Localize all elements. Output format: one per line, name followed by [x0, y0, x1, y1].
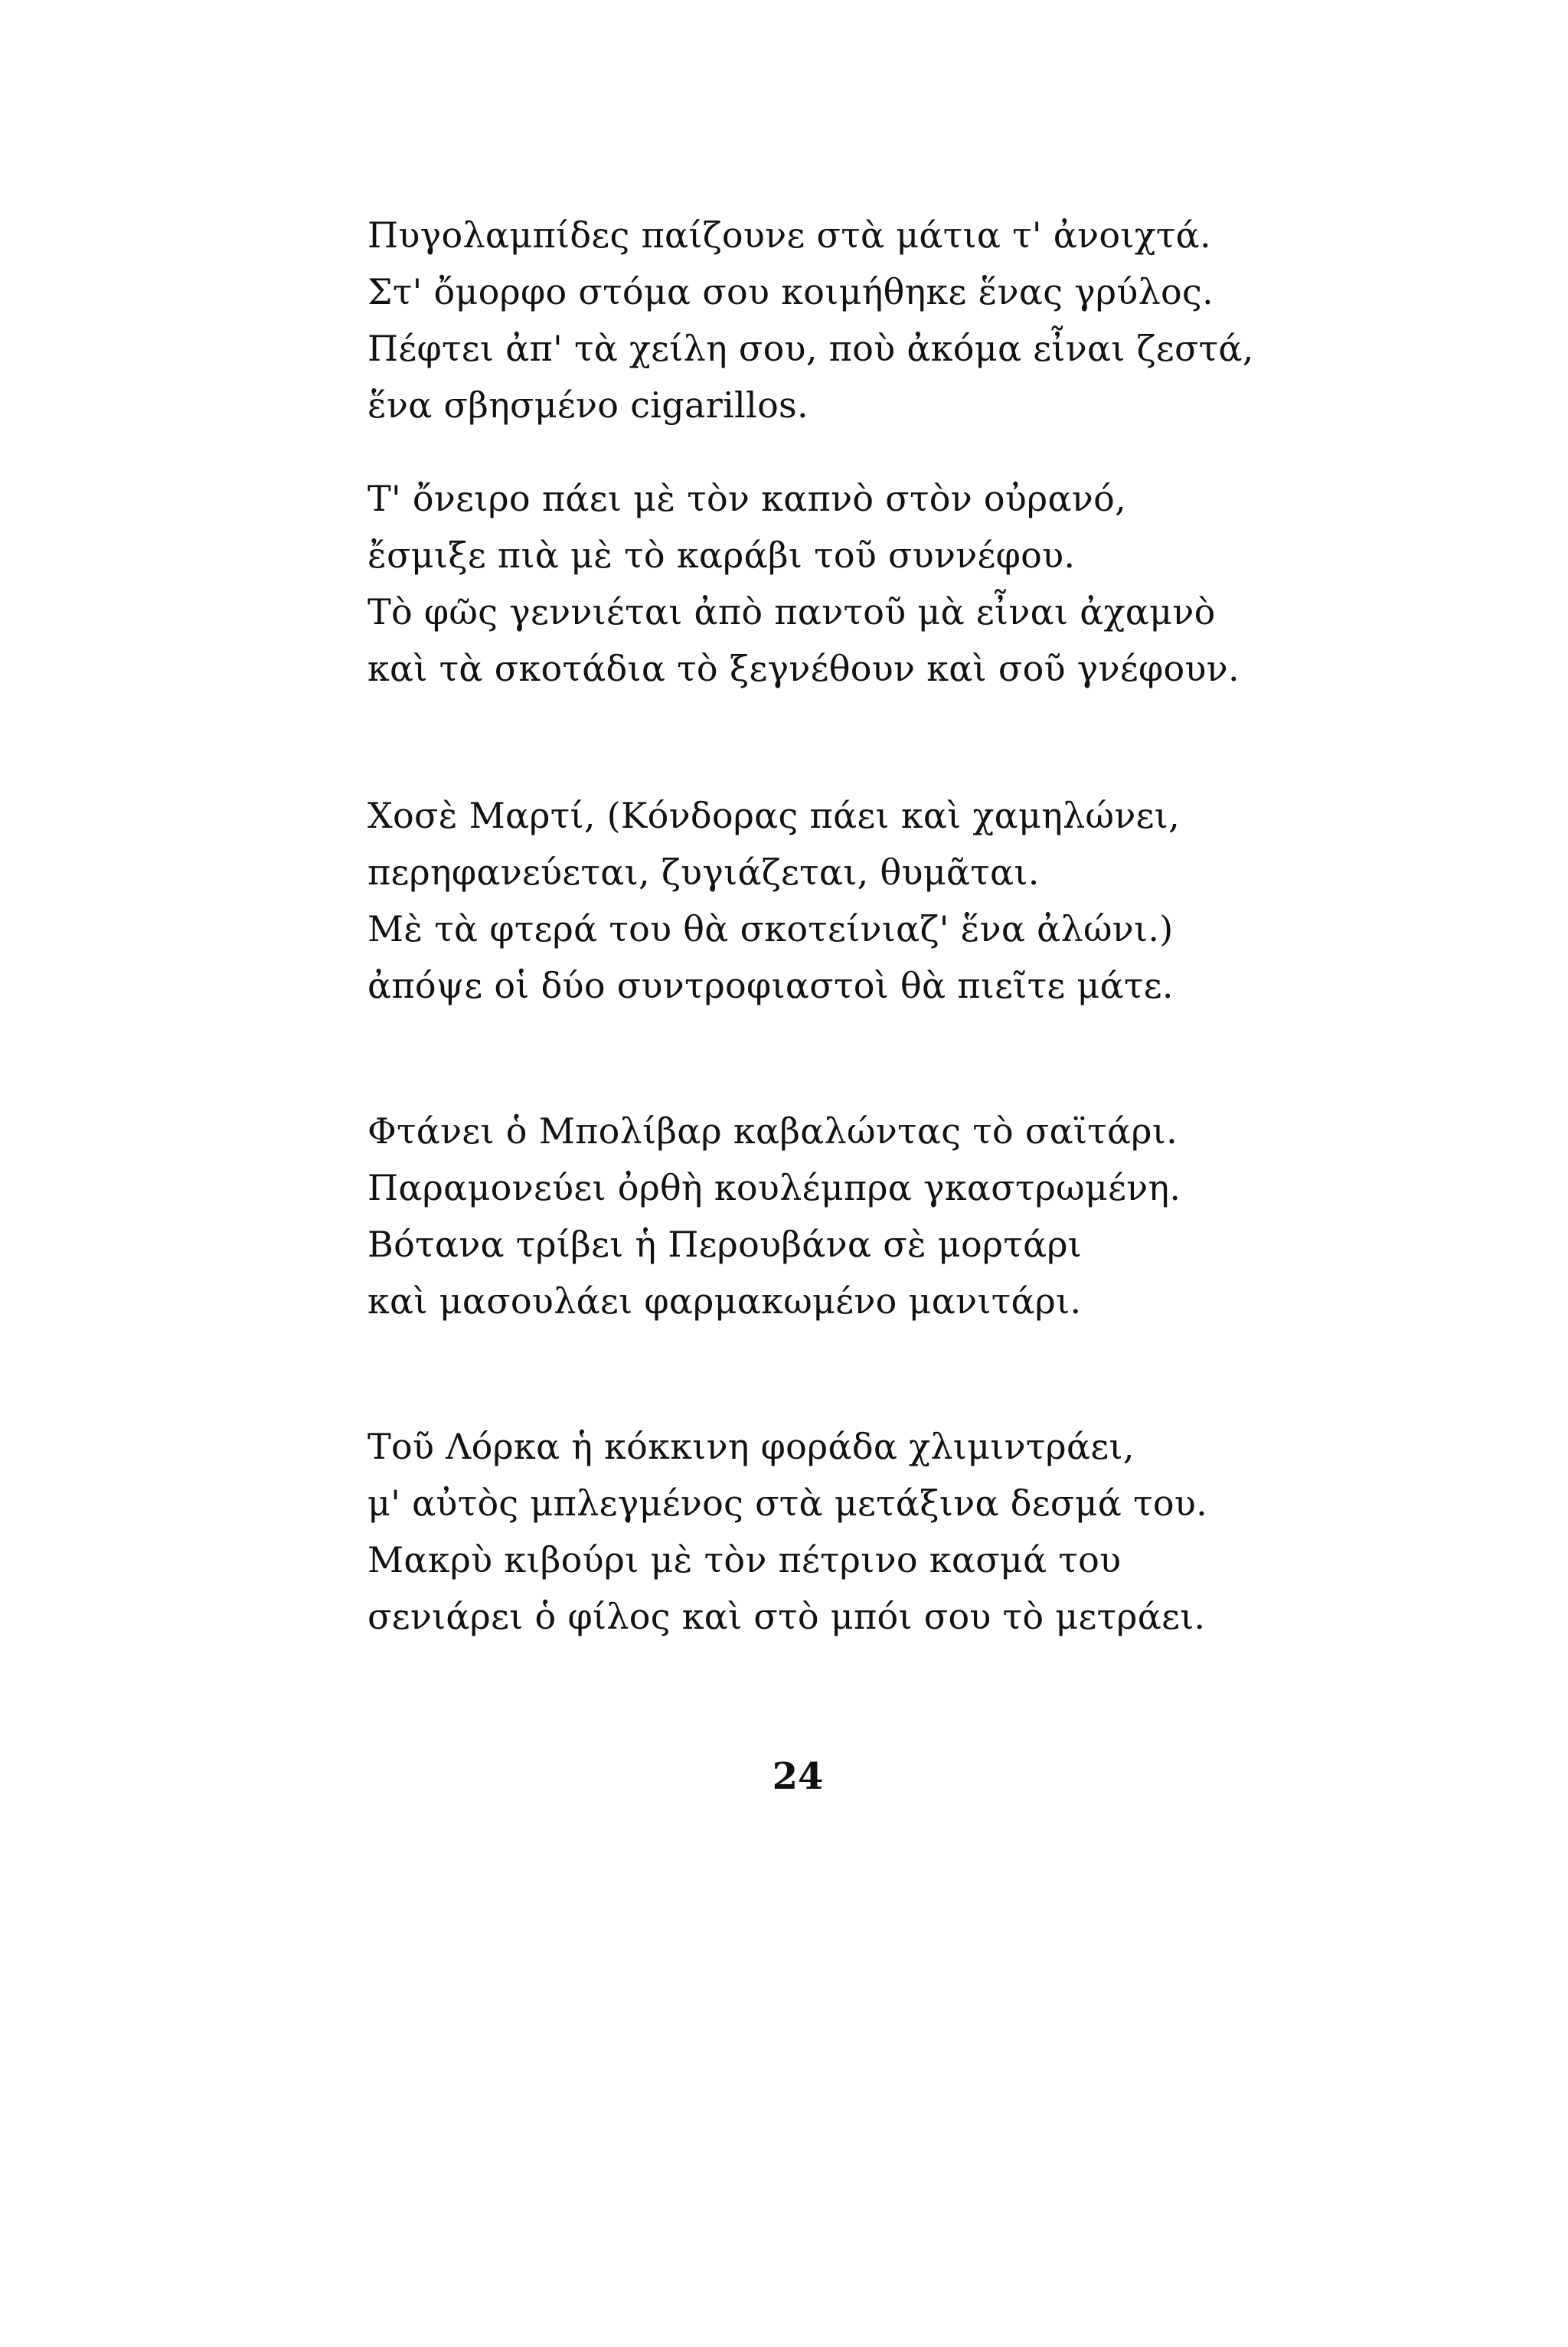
poem-line: Μὲ τὰ φτερά του θὰ σκοτείνιαζ' ἕνα ἀλώνι.): [368, 908, 1174, 950]
poem-line: Μακρὺ κιβούρι μὲ τὸν πέτρινο κασμά του: [368, 1539, 1122, 1580]
poem-line: Φτάνει ὁ Μπολίβαρ καβαλώντας τὸ σαϊτάρι.: [368, 1110, 1178, 1152]
poem-line: καὶ τὰ σκοτάδια τὸ ξεγνέθουν καὶ σοῦ γνέφουν.: [368, 648, 1240, 689]
page-number: 24: [772, 1755, 824, 1798]
poem-line: σενιάρει ὁ φίλος καὶ στὸ μπόι σου τὸ μετράει.: [368, 1596, 1206, 1637]
poem-line: Βότανα τρίβει ἡ Περουβάνα σὲ μορτάρι: [368, 1224, 1083, 1265]
poem-line: Χοσὲ Μαρτί, (Κόνδορας πάει καὶ χαμηλώνει,: [368, 795, 1181, 836]
stanza-2: [368, 470, 1562, 697]
poem-line: Τὸ φῶς γεννιέται ἀπὸ παντοῦ μὰ εἶναι ἀχαμνὸ: [368, 591, 1216, 633]
poem-line: ἀπόψε οἱ δύο συντροφιαστοὶ θὰ πιεῖτε μάτε.: [368, 965, 1174, 1006]
poem-line: καὶ μασουλάει φαρμακωμένο μανιτάρι.: [368, 1280, 1082, 1322]
poem-line: Τ' ὄνειρο πάει μὲ τὸν καπνὸ στὸν οὐρανό,: [368, 478, 1127, 519]
poem-line: ἕνα σβησμένο cigarillos.: [368, 384, 808, 426]
poem-line: Στ' ὄμορφο στόμα σου κοιμήθηκε ἕνας γρύλος.: [368, 271, 1214, 312]
poem-line: Πέφτει ἀπ' τὰ χείλη σου, ποὺ ἀκόμα εἶναι ζεστά,: [368, 328, 1254, 369]
stanza-1: [368, 207, 1562, 433]
poem-line: Τοῦ Λόρκα ἡ κόκκινη φοράδα χλιμιντράει,: [368, 1426, 1135, 1467]
poem-line: Παραμονεύει ὀρθὴ κουλέμπρα γκαστρωμένη.: [368, 1167, 1181, 1208]
poem-line: ἔσμιξε πιὰ μὲ τὸ καράβι τοῦ συννέφου.: [368, 534, 1076, 576]
poem-line: μ' αὐτὸς μπλεγμένος στὰ μετάξινα δεσμά του.: [368, 1482, 1208, 1524]
stanza-3: [368, 787, 1562, 1014]
stanza-5: [368, 1418, 1562, 1645]
poem-line: Πυγολαμπίδες παίζουνε στὰ μάτια τ' ἀνοιχτά.: [368, 214, 1211, 256]
stanza-4: [368, 1103, 1562, 1329]
poem-line: περηφανεύεται, ζυγιάζεται, θυμᾶται.: [368, 852, 1040, 893]
